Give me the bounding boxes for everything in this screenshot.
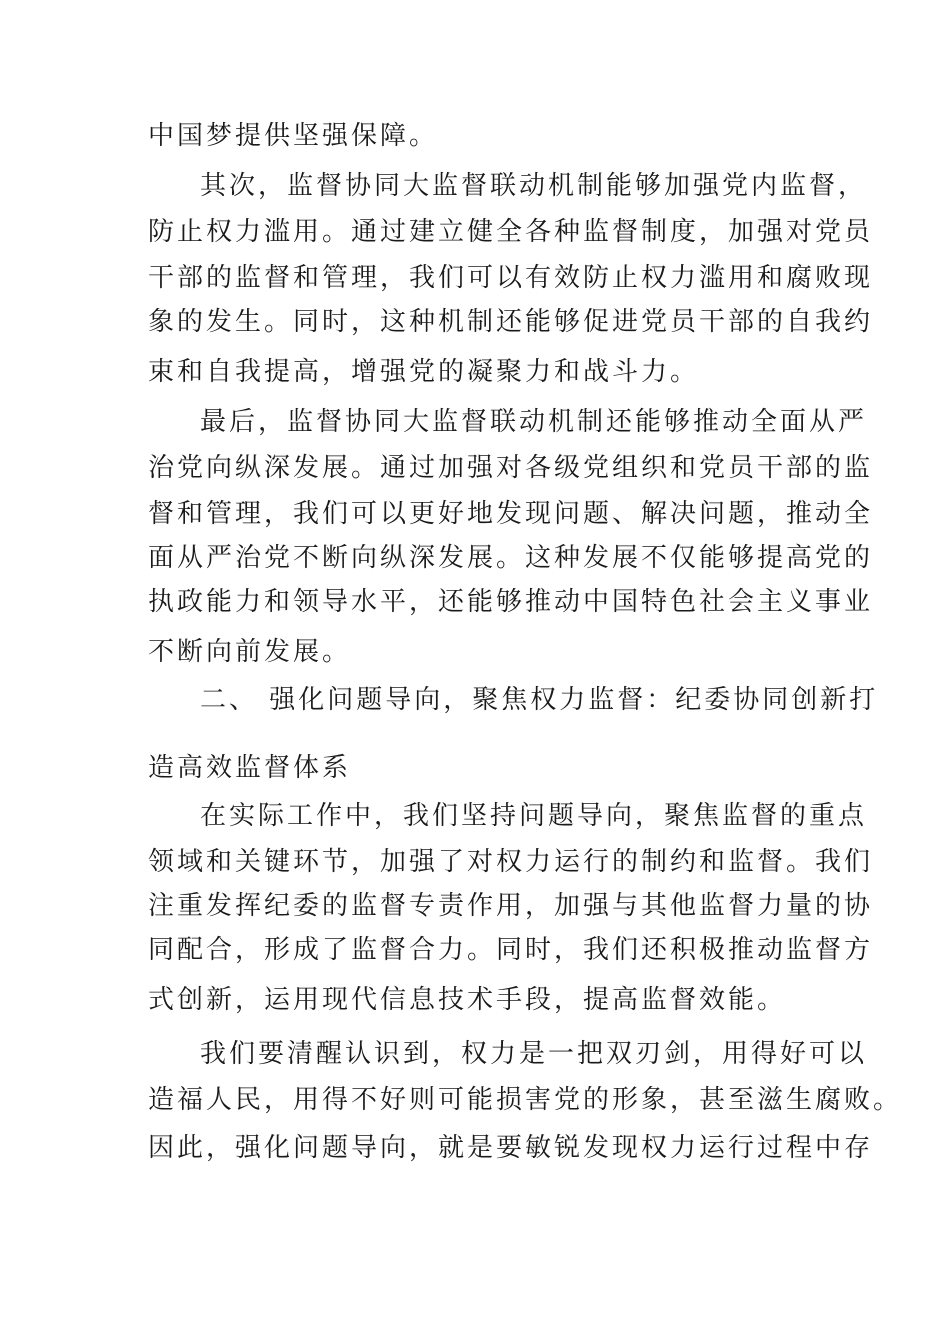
text-line bbox=[0, 258, 950, 298]
text-line bbox=[0, 494, 950, 534]
section-heading-line: 二、 强化问题导向，聚焦权力监督：纪委协同创新打 bbox=[200, 685, 879, 715]
text-line-content: 束和自我提高，增强党的凝聚力和战斗力。 bbox=[148, 357, 700, 387]
text-line-content: 执政能力和领导水平，还能够推动中国特色社会主义事业 bbox=[148, 587, 874, 617]
text-line-content: 其次，监督协同大监督联动机制能够加强党内监督， bbox=[200, 171, 868, 201]
text-line bbox=[0, 448, 950, 488]
text-line bbox=[0, 116, 950, 156]
text-line bbox=[0, 352, 950, 392]
text-line-content: 防止权力滥用。通过建立健全各种监督制度，加强对党员 bbox=[148, 217, 874, 247]
text-line-content: 领域和关键环节，加强了对权力运行的制约和监督。我们 bbox=[148, 847, 874, 877]
text-line-content: 最后，监督协同大监督联动机制还能够推动全面从严 bbox=[200, 407, 868, 437]
text-line bbox=[0, 538, 950, 578]
text-line bbox=[0, 1128, 950, 1168]
text-line-content: 面从严治党不断向纵深发展。这种发展不仅能够提高党的 bbox=[148, 543, 874, 573]
text-line-content: 中国梦提供坚强保障。 bbox=[148, 121, 439, 151]
text-line-content: 不断向前发展。 bbox=[148, 637, 352, 667]
text-line-content: 我们要清醒认识到，权力是一把双刃剑，用得好可以 bbox=[200, 1039, 868, 1069]
text-line bbox=[0, 930, 950, 970]
text-line-content: 象的发生。同时，这种机制还能够促进党员干部的自我约 bbox=[148, 307, 874, 337]
text-line bbox=[0, 302, 950, 342]
text-line bbox=[0, 582, 950, 622]
text-line bbox=[0, 166, 950, 206]
text-line-content: 在实际工作中，我们坚持问题导向，聚焦监督的重点 bbox=[200, 801, 868, 831]
text-line bbox=[0, 886, 950, 926]
section-heading bbox=[0, 748, 950, 788]
section-heading-line: 造高效监督体系 bbox=[148, 753, 352, 783]
text-line bbox=[0, 212, 950, 252]
section-heading bbox=[0, 680, 950, 720]
text-line-content: 造福人民，用得不好则可能损害党的形象，甚至滋生腐败。 bbox=[148, 1085, 903, 1115]
text-line bbox=[0, 1034, 950, 1074]
text-line bbox=[0, 402, 950, 442]
text-line-content: 因此，强化问题导向，就是要敏锐发现权力运行过程中存 bbox=[148, 1133, 874, 1163]
text-line bbox=[0, 1080, 950, 1120]
text-line-content: 同配合，形成了监督合力。同时，我们还积极推动监督方 bbox=[148, 935, 874, 965]
text-line-content: 干部的监督和管理，我们可以有效防止权力滥用和腐败现 bbox=[148, 263, 874, 293]
text-line-content: 治党向纵深发展。通过加强对各级党组织和党员干部的监 bbox=[148, 453, 874, 483]
text-line-content: 式创新，运用现代信息技术手段，提高监督效能。 bbox=[148, 985, 787, 1015]
text-line bbox=[0, 632, 950, 672]
text-line-content: 督和管理，我们可以更好地发现问题、解决问题，推动全 bbox=[148, 499, 874, 529]
text-line bbox=[0, 842, 950, 882]
text-line bbox=[0, 980, 950, 1020]
text-line bbox=[0, 796, 950, 836]
text-line-content: 注重发挥纪委的监督专责作用，加强与其他监督力量的协 bbox=[148, 891, 874, 921]
